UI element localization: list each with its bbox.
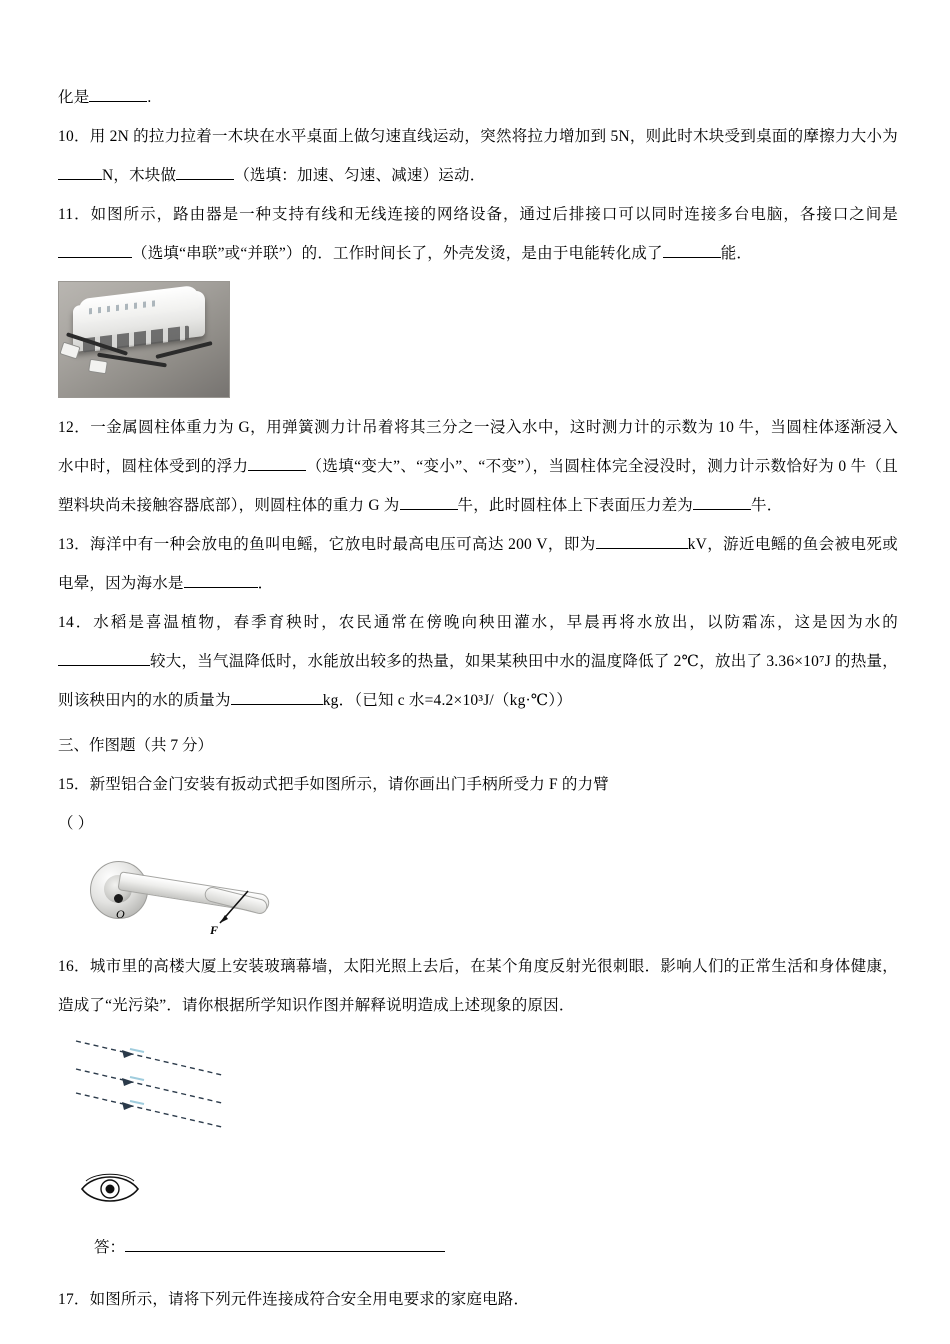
q14-blank-1 xyxy=(58,651,150,666)
q14-number: 14． xyxy=(58,614,94,631)
q12-part4: 牛． xyxy=(751,497,783,514)
q12-part2: （选填“变大”、“变小”、“不变”），当圆柱体完全浸没时，测力计示数恰好为 0 牛（且塑料块尚未接触容器底部），则圆柱体的重力 G 为 xyxy=(58,458,898,514)
section-heading: 三、作图题（共 7 分） xyxy=(58,737,214,754)
question-9-tail xyxy=(58,78,898,117)
router-cable-3 xyxy=(155,341,212,359)
q13-part3: ． xyxy=(257,575,274,592)
question-14 xyxy=(58,603,898,720)
q11-blank-2 xyxy=(663,243,721,258)
q14-blank-2 xyxy=(231,690,323,705)
q12-number: 12． xyxy=(58,419,91,436)
q12-blank-2 xyxy=(400,495,458,510)
question-16 xyxy=(58,947,898,1025)
q13-part1: 海洋中有一种会放电的鱼叫电鳐，它放电时最高电压可高达 200 V，即为 xyxy=(90,536,596,553)
q12-blank-1 xyxy=(248,456,306,471)
q17-text: 如图所示，请将下列元件连接成符合安全用电要求的家庭电路． xyxy=(89,1291,530,1308)
question-10 xyxy=(58,117,898,195)
q11-number: 11． xyxy=(58,206,91,223)
q12-part1: 一金属圆柱体重力为 G，用弹簧测力计吊着将其三分之一浸入水中，这时测力计的示数为 10 牛，当圆柱体逐渐浸入水中时，圆柱体受到的浮力 xyxy=(58,419,898,475)
q10-part2: N，木块做 xyxy=(102,167,177,184)
q9-text-before: 化是 xyxy=(58,89,90,106)
eye-icon xyxy=(80,1171,140,1207)
q10-blank-1 xyxy=(58,165,102,180)
q10-blank-2 xyxy=(176,165,234,180)
answer-label: 答： xyxy=(94,1238,126,1256)
q17-number: 17． xyxy=(58,1291,90,1308)
router-photo-figure xyxy=(58,281,230,398)
light-rays-figure xyxy=(72,1035,292,1215)
q10-part1: 用 2N 的拉力拉着一木块在水平桌面上做匀速直线运动，突然将拉力增加到 5N，则此时木块受到桌面的摩擦力大小为 xyxy=(89,128,898,145)
q9-blank xyxy=(89,87,147,102)
q13-number: 13． xyxy=(58,536,91,553)
q14-part2: 较大，当气温降低时，水能放出较多的热量，如果某秧田中水的温度降低了 2℃，放出了 3.36×10⁷J 的热量，则该秧田内的水的质量为 xyxy=(58,653,898,709)
force-arrow-icon xyxy=(212,889,254,931)
answer-blank-line xyxy=(125,1237,445,1252)
q11-part2: （选填“串联”或“并联”）的．工作时间长了，外壳发烫，是由于电能转化成了 xyxy=(132,245,663,262)
q16-text: 城市里的高楼大厦上安装玻璃幕墙，太阳光照上去后，在某个角度反射光很刺眼．影响人们的正常生活和身体健康，造成了“光污染”．请你根据所学知识作图并解释说明造成上述现象的原因． xyxy=(58,958,898,1014)
q13-part2: kV，游近电鳐的鱼会被电死或电晕，因为海水是 xyxy=(58,536,898,592)
handle-pivot-point xyxy=(114,894,123,903)
q14-part1: 水稻是喜温植物，春季育秧时，农民通常在傍晚向秧田灌水，早晨再将水放出，以防霜冻，这是因为水的 xyxy=(93,614,898,631)
q12-blank-3 xyxy=(693,495,751,510)
q11-blank-1 xyxy=(58,243,132,258)
question-12 xyxy=(58,408,898,525)
q15-text: 新型铝合金门安装有扳动式把手如图所示，请你画出门手柄所受力 F 的力臂 xyxy=(89,776,609,793)
q13-blank-1 xyxy=(596,534,688,549)
q15-number: 15． xyxy=(58,776,90,793)
q10-number: 10． xyxy=(58,128,90,145)
pivot-label: O xyxy=(116,907,125,921)
question-15-bracket: （ ） xyxy=(58,815,94,832)
document-content xyxy=(58,78,898,1319)
force-label: F xyxy=(210,923,219,937)
q11-part3: 能． xyxy=(720,245,753,262)
q11-part1: 如图所示，路由器是一种支持有线和无线连接的网络设备，通过后排接口可以同时连接多台电脑，各接口之间是 xyxy=(90,206,898,223)
router-plug-2 xyxy=(88,359,108,375)
q12-part3: 牛，此时圆柱体上下表面压力差为 xyxy=(457,497,694,514)
q10-part3: （选填：加速、匀速、减速）运动． xyxy=(234,167,486,184)
question-17 xyxy=(58,1280,898,1319)
door-handle-figure xyxy=(84,849,294,941)
q9-text-after: . xyxy=(147,89,152,106)
q14-part3: kg．（已知 c 水=4.2×10³J/（kg·℃）） xyxy=(322,692,573,709)
question-13 xyxy=(58,525,898,603)
rays-svg xyxy=(72,1035,292,1165)
q13-blank-2 xyxy=(184,573,258,588)
q16-number: 16． xyxy=(58,958,90,975)
question-15 xyxy=(58,765,898,804)
question-11 xyxy=(58,195,898,273)
answer-row-16 xyxy=(94,1231,898,1265)
